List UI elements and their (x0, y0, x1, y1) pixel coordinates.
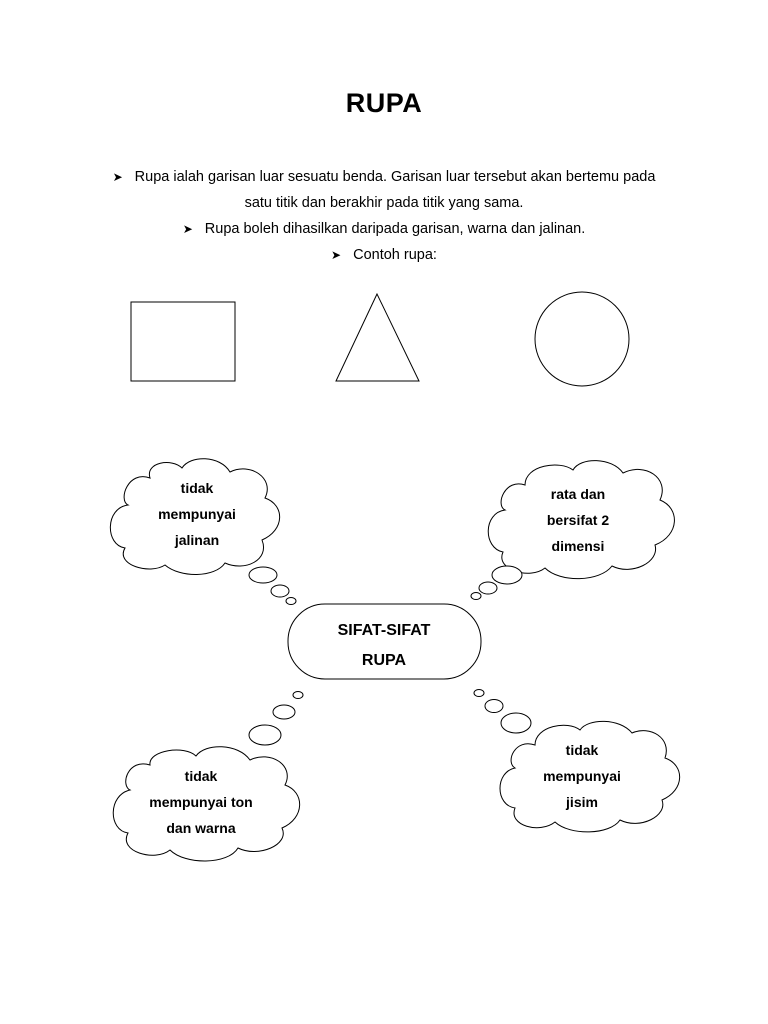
bullet-text: Contoh rupa: (353, 247, 437, 263)
cloud-top-left-line2: mempunyai (158, 506, 236, 522)
arrow-bullet-icon: ➤ (182, 222, 193, 236)
cloud-bottom-left-line3: dan warna (166, 820, 236, 836)
center-box-line2: RUPA (361, 652, 407, 669)
cloud-bottom-right-line1: tidak (565, 742, 599, 758)
page-title: RUPA (345, 88, 423, 118)
cloud-top-left-line1: tidak (180, 480, 214, 496)
arrow-bullet-icon: ➤ (331, 248, 342, 262)
bullet-text: Rupa ialah garisan luar sesuatu benda. Garisan luar tersebut akan bertemu pada (134, 169, 656, 185)
cloud-top-right-line3: dimensi (551, 538, 605, 554)
cloud-bottom-left-line2: mempunyai ton (149, 794, 253, 810)
cloud-top-right-line2: bersifat 2 (546, 512, 610, 528)
cloud-bottom-left-line1: tidak (184, 768, 218, 784)
cloud-top-right-line1: rata dan (550, 486, 606, 502)
cloud-top-right (471, 461, 674, 600)
bullet-text: Rupa boleh dihasilkan daripada garisan, warna dan jalinan. (204, 221, 586, 237)
center-box-line1: SIFAT-SIFAT (337, 622, 431, 639)
arrow-bullet-icon: ➤ (112, 170, 123, 184)
triangle-shape (336, 294, 419, 381)
cloud-bottom-right (474, 690, 680, 832)
cloud-bottom-right-line2: mempunyai (543, 768, 621, 784)
bullet-definition-continued: satu titik dan berakhir pada titik yang sama. (244, 195, 524, 211)
circle-shape (535, 292, 629, 386)
cloud-bottom-right-line3: jisim (566, 794, 598, 810)
cloud-top-left-line3: jalinan (174, 532, 220, 548)
rectangle-shape (131, 302, 235, 381)
